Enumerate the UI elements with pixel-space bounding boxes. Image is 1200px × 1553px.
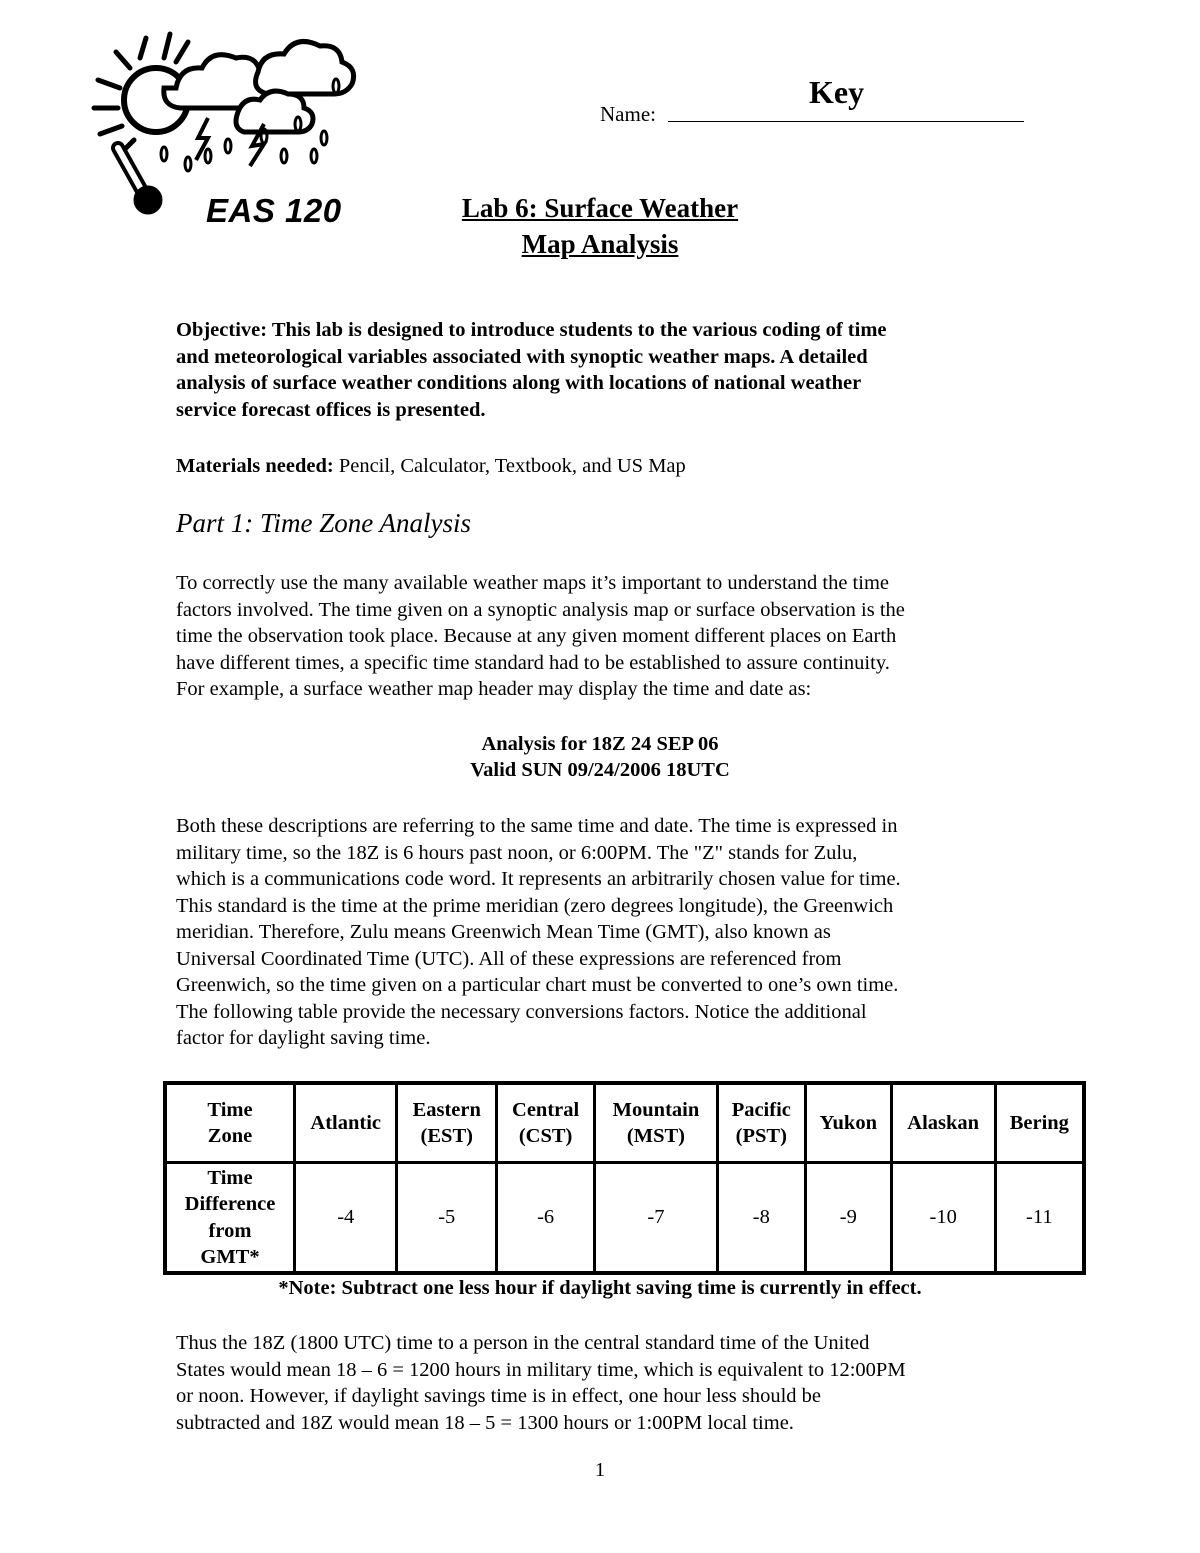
course-logo-text: EAS 120 bbox=[206, 192, 342, 229]
diff-alaskan: -10 bbox=[891, 1163, 995, 1274]
lab-title-line2: Map Analysis bbox=[521, 229, 679, 259]
objective-paragraph: Objective: This lab is designed to introduce students to the various coding of time and meteorological variables associated with synoptic weather maps. A detailed analysis of surface weather conditions along with locations of national weather service forecast offices is presented. bbox=[176, 319, 887, 421]
zone-mountain: Mountain (MST) bbox=[595, 1083, 718, 1163]
time-zone-table bbox=[163, 1081, 1086, 1275]
diff-eastern: -5 bbox=[397, 1163, 497, 1274]
page-number: 1 bbox=[594, 1459, 606, 1481]
diff-central: -6 bbox=[497, 1163, 595, 1274]
table-header-row bbox=[165, 1083, 1084, 1163]
part1-heading: Part 1: Time Zone Analysis bbox=[176, 508, 472, 538]
diff-yukon: -9 bbox=[805, 1163, 891, 1274]
diff-bering: -11 bbox=[995, 1163, 1084, 1274]
lab-title-line1: Lab 6: Surface Weather bbox=[461, 193, 739, 223]
zone-pacific: Pacific (PST) bbox=[717, 1083, 805, 1163]
dst-note: *Note: Subtract one less hour if daylight saving time is currently in effect. bbox=[278, 1277, 922, 1299]
diff-mountain: -7 bbox=[595, 1163, 718, 1274]
zone-yukon: Yukon bbox=[805, 1083, 891, 1163]
zone-central: Central (CST) bbox=[497, 1083, 595, 1163]
diff-atlantic: -4 bbox=[295, 1163, 397, 1274]
materials-line: Materials needed: Pencil, Calculator, Textbook, and US Map bbox=[176, 455, 686, 477]
diff-row-label: Time Difference from GMT* bbox=[165, 1163, 295, 1274]
zone-eastern: Eastern (EST) bbox=[397, 1083, 497, 1163]
name-value: Key bbox=[809, 74, 865, 110]
table-diff-row bbox=[165, 1163, 1084, 1274]
name-label: Name: bbox=[600, 102, 656, 126]
conclusion-paragraph: Thus the 18Z (1800 UTC) time to a person in the central standard time of the United States would mean 18 – 6 = 1200 hours in military time, which is equivalent to 12:00PM or noon. However, if daylight savings time is in effect, one hour less should be subtracted and 18Z would mean 18 – 5 = 1300 hours or 1:00PM local time. bbox=[176, 1332, 906, 1434]
zone-bering: Bering bbox=[995, 1083, 1084, 1163]
explanation-paragraph: Both these descriptions are referring to the same time and date. The time is expressed in military time, so the 18Z is 6 hours past noon, or 6:00PM. The "Z" stands for Zulu, which is a communications code word. It represents an arbitrarily chosen value for time. This standard is the time at the prime meridian (zero degrees longitude), the Greenwich meridian. Therefore, Zulu means Greenwich Mean Time (GMT), also known as Universal Coordinated Time (UTC). All of these expressions are referenced from Greenwich, so the time given on a particular chart must be converted to one’s own time. The following table provide the necessary conversions factors. Notice the additional factor for daylight saving time. bbox=[176, 815, 901, 1049]
zone-alaskan: Alaskan bbox=[891, 1083, 995, 1163]
example-line2: Valid SUN 09/24/2006 18UTC bbox=[470, 759, 730, 781]
diff-pacific: -8 bbox=[717, 1163, 805, 1274]
name-underline bbox=[668, 121, 1024, 122]
table-header-label: Time Zone bbox=[165, 1083, 295, 1163]
intro-paragraph: To correctly use the many available weather maps it’s important to understand the time factors involved. The time given on a synoptic analysis map or surface observation is the time the observation took place. Because at any given moment different places on Earth have different times, a specific time standard had to be established to assure continuity. For example, a surface weather map header may display the time and date as: bbox=[176, 572, 905, 700]
example-line1: Analysis for 18Z 24 SEP 06 bbox=[481, 733, 719, 755]
zone-atlantic: Atlantic bbox=[295, 1083, 397, 1163]
